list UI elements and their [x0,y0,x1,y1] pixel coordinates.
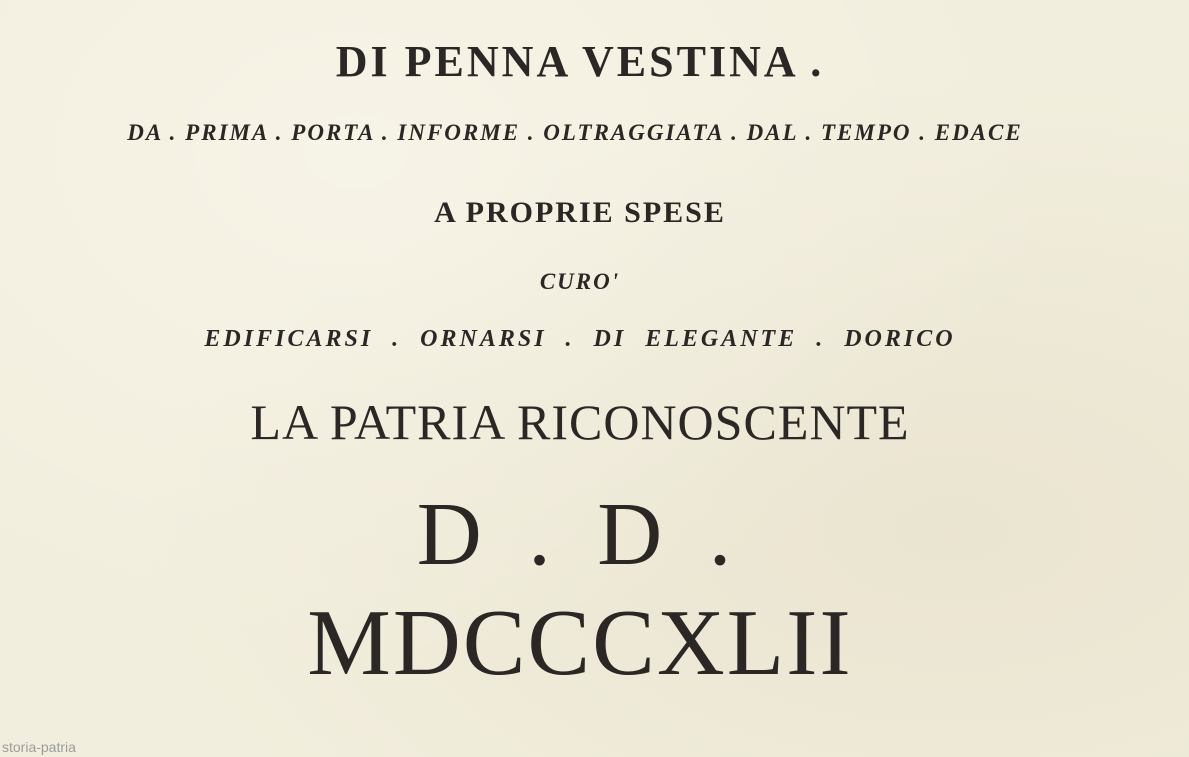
dedication-dd: D . D . [416,485,744,584]
inscription-line-porta: DA . PRIMA . PORTA . INFORME . OLTRAGGIATA . DAL . TEMPO . EDACE [127,120,1023,145]
roman-year: MDCCCXLII [307,591,853,695]
inscription-line-edificarsi: EDIFICARSI . ORNARSI . DI ELEGANTE . DORICO [204,326,956,352]
inscription-line-curo: CURO' [539,269,621,294]
inscription-line-patria: LA PATRIA RICONOSCENTE [250,394,910,450]
watermark-text: storia-patria [2,739,76,755]
heading-penna-vestina: DI PENNA VESTINA . [335,37,825,86]
inscription-line-spese: A PROPRIE SPESE [434,196,726,229]
